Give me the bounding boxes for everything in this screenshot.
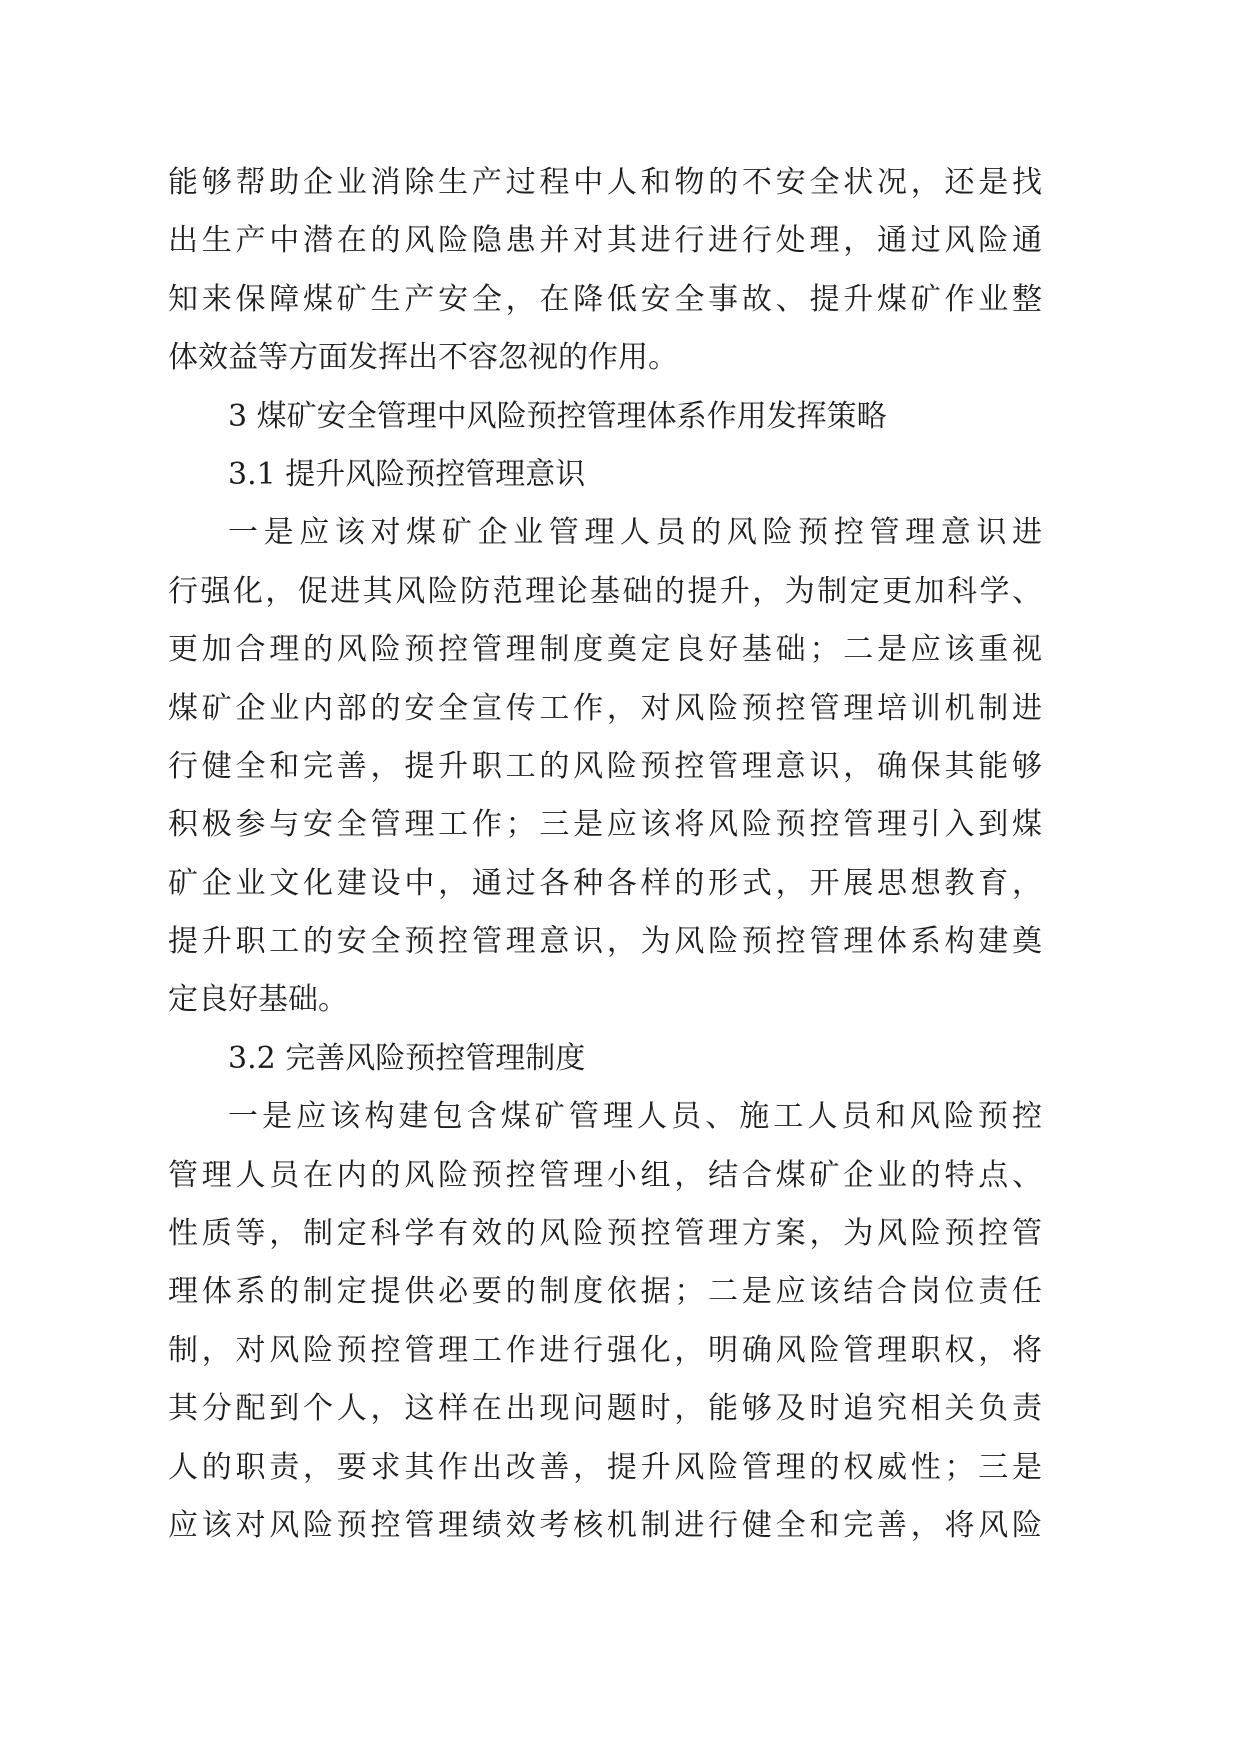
paragraph-line: 一是应该构建包含煤矿管理人员、施工人员和风险预控 (228, 1099, 1042, 1135)
paragraph-line: 积极参与安全管理工作；三是应该将风险预控管理引入到煤 (168, 807, 1042, 843)
paragraph-line: 性质等，制定科学有效的风险预控管理方案，为风险预控管 (168, 1216, 1042, 1252)
paragraph-line: 出生产中潜在的风险隐患并对其进行进行处理，通过风险通 (168, 223, 1042, 259)
paragraph-line: 一是应该对煤矿企业管理人员的风险预控管理意识进 (228, 515, 1042, 551)
paragraph-line: 定良好基础。 (168, 982, 348, 1018)
paragraph-line: 人的职责，要求其作出改善，提升风险管理的权威性；三是 (168, 1449, 1042, 1485)
paragraph-line: 其分配到个人，这样在出现问题时，能够及时追究相关负责 (168, 1391, 1042, 1427)
paragraph-line: 体效益等方面发挥出不容忽视的作用。 (168, 340, 678, 376)
paragraph-line: 知来保障煤矿生产安全，在降低安全事故、提升煤矿作业整 (168, 281, 1042, 317)
paragraph-line: 矿企业文化建设中，通过各种各样的形式，开展思想教育， (168, 865, 1042, 901)
paragraph-line: 行健全和完善，提升职工的风险预控管理意识，确保其能够 (168, 748, 1042, 784)
paragraph-line: 理体系的制定提供必要的制度依据；二是应该结合岗位责任 (168, 1274, 1042, 1310)
section-heading: 3 煤矿安全管理中风险预控管理体系作用发挥策略 (228, 398, 887, 434)
paragraph-line: 提升职工的安全预控管理意识，为风险预控管理体系构建奠 (168, 924, 1042, 960)
paragraph-line: 能够帮助企业消除生产过程中人和物的不安全状况，还是找 (168, 165, 1042, 200)
subsection-heading: 3.1 提升风险预控管理意识 (228, 456, 586, 492)
document-body (168, 154, 1042, 1555)
paragraph-line: 煤矿企业内部的安全宣传工作，对风险预控管理培训机制进 (168, 690, 1042, 726)
paragraph-line: 行强化，促进其风险防范理论基础的提升，为制定更加科学、 (168, 573, 1042, 609)
paragraph-line: 管理人员在内的风险预控管理小组，结合煤矿企业的特点、 (168, 1157, 1042, 1193)
paragraph-line: 更加合理的风险预控管理制度奠定良好基础；二是应该重视 (168, 632, 1042, 668)
subsection-heading: 3.2 完善风险预控管理制度 (228, 1040, 586, 1076)
paragraph-line: 制，对风险预控管理工作进行强化，明确风险管理职权，将 (168, 1332, 1042, 1368)
paragraph-line: 应该对风险预控管理绩效考核机制进行健全和完善，将风险 (168, 1507, 1042, 1543)
